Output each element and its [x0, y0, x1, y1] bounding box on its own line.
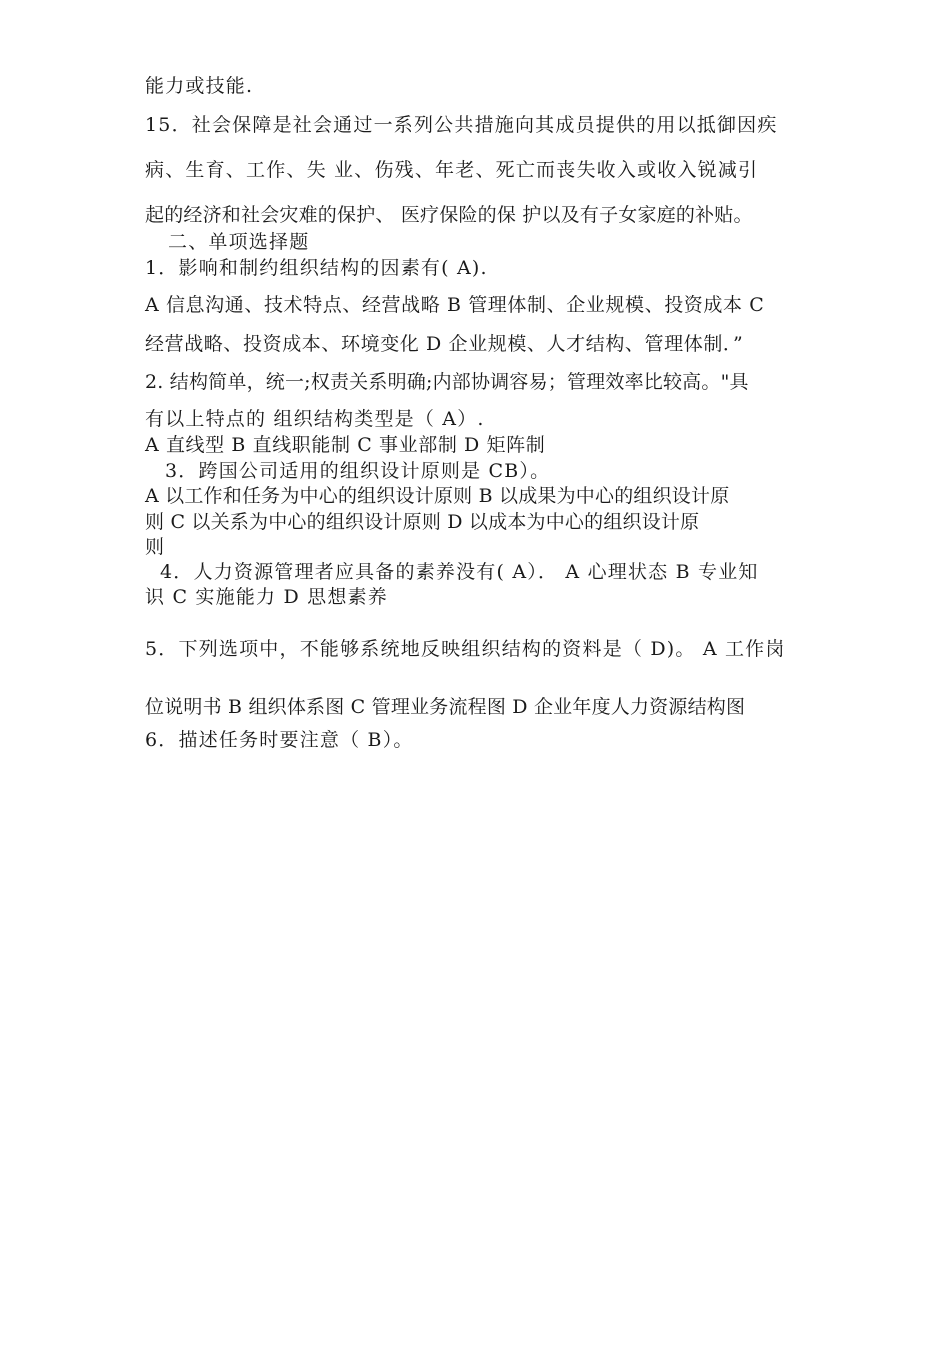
question-5-cont: 位说明书 B 组织体系图 C 管理业务流程图 D 企业年度人力资源结构图: [145, 696, 746, 718]
section-heading: 二、单项选择题: [168, 231, 310, 253]
question-3-options-c: 则: [145, 536, 165, 558]
question-2-options: A 直线型 B 直线职能制 C 事业部制 D 矩阵制: [145, 434, 546, 456]
question-4-cont: 识 C 实施能力 D 思想素养: [145, 586, 388, 608]
question-3-options-a: A 以工作和任务为中心的组织设计原则 B 以成果为中心的组织设计原: [145, 485, 730, 507]
question-4: 4．人力资源管理者应具备的素养没有( A）． A 心理状态 B 专业知: [160, 561, 759, 583]
question-1-options-a: A 信息沟通、技术特点、经营战略 B 管理体制、企业规模、投资成本 C: [145, 294, 765, 316]
text-line-4: 起的经济和社会灾难的保护、 医疗保险的保 护以及有子女家庭的补贴。: [145, 204, 753, 226]
question-5: 5．下列选项中，不能够系统地反映组织结构的资料是（ D)。 A 工作岗: [145, 638, 786, 660]
question-2-cont: 有以上特点的 组织结构类型是（ A）.: [145, 408, 485, 430]
question-6: 6．描述任务时要注意（ B）。: [145, 729, 414, 751]
question-1: 1．影响和制约组织结构的因素有( A).: [145, 257, 488, 279]
question-2: 2. 结构简单，统一;权责关系明确;内部协调容易；管理效率比较高。"具: [145, 371, 749, 393]
question-1-options-b: 经营战略、投资成本、环境变化 D 企业规模、人才结构、管理体制．”: [145, 333, 744, 355]
text-line-2: 15．社会保障是社会通过一系列公共措施向其成员提供的用以抵御因疾: [145, 114, 778, 136]
text-line-3: 病、生育、工作、失 业、伤残、年老、死亡而丧失收入或收入锐减引: [145, 159, 759, 181]
question-3: 3．跨国公司适用的组织设计原则是 CB）。: [165, 460, 551, 482]
question-3-options-b: 则 C 以关系为中心的组织设计原则 D 以成本为中心的组织设计原: [145, 511, 700, 533]
text-line-1: 能力或技能.: [145, 75, 254, 97]
